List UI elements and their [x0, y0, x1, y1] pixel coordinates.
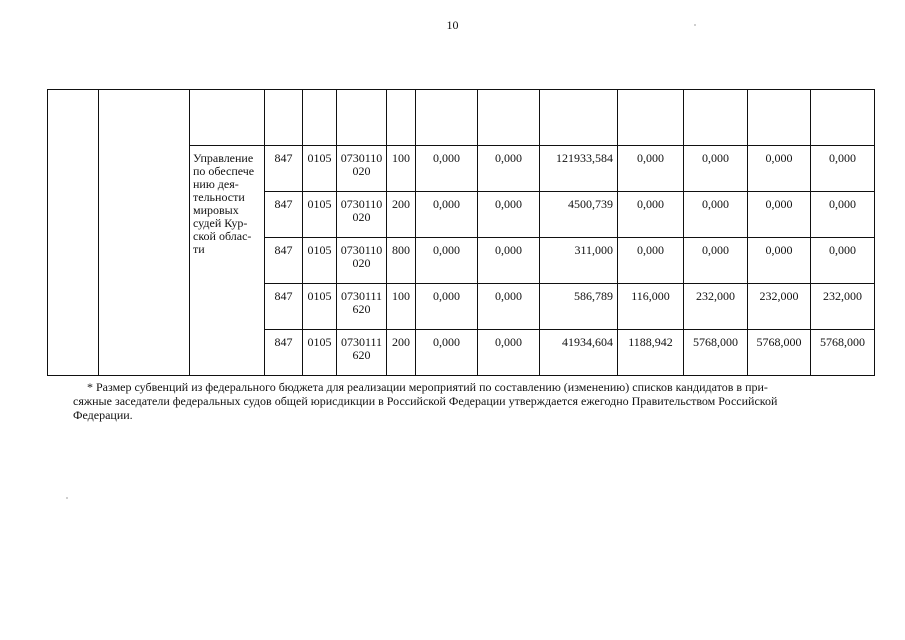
value-cell: 0,000 — [748, 192, 811, 238]
value-cell: 0,000 — [748, 238, 811, 284]
section-code-cell: 0105 — [303, 284, 337, 330]
department-name-cell — [190, 146, 265, 376]
value-cell: 0,000 — [416, 330, 478, 376]
value-cell: 0,000 — [811, 146, 875, 192]
value-cell: 0,000 — [684, 192, 748, 238]
value-cell: 0,000 — [684, 146, 748, 192]
value-cell: 0,000 — [416, 238, 478, 284]
value-cell: 116,000 — [618, 284, 684, 330]
value-cell: 0,000 — [684, 238, 748, 284]
ministry-code-cell: 847 — [265, 192, 303, 238]
expense-type-cell: 200 — [387, 192, 416, 238]
page-number: 10 — [446, 18, 459, 32]
footnote — [73, 380, 851, 422]
target-article-line1: 0730110 — [340, 243, 383, 257]
ministry-code-cell: 847 — [265, 146, 303, 192]
value-cell: 121933,584 — [540, 146, 618, 192]
value-cell: 4500,739 — [540, 192, 618, 238]
value-cell: 0,000 — [618, 146, 684, 192]
department-name-line: по обеспече — [193, 164, 255, 178]
target-article-line2: 020 — [352, 210, 371, 224]
department-name-line: нию дея- — [193, 177, 239, 191]
blank-header-cell — [337, 90, 387, 146]
department-name-line: мировых — [193, 203, 239, 217]
section-code-cell: 0105 — [303, 146, 337, 192]
value-cell: 5768,000 — [811, 330, 875, 376]
section-code-cell: 0105 — [303, 192, 337, 238]
ministry-code-cell: 847 — [265, 330, 303, 376]
department-name-line: ти — [193, 242, 205, 256]
department-name-line: судей Кур- — [193, 216, 248, 230]
value-cell: 41934,604 — [540, 330, 618, 376]
target-article-cell — [337, 192, 387, 238]
value-cell: 0,000 — [416, 284, 478, 330]
blank-cell-col1 — [48, 90, 99, 376]
target-article-line1: 0730110 — [340, 151, 383, 165]
value-cell: 232,000 — [748, 284, 811, 330]
value-cell: 586,789 — [540, 284, 618, 330]
value-cell: 0,000 — [478, 192, 540, 238]
expense-type-cell: 100 — [387, 146, 416, 192]
value-cell: 5768,000 — [748, 330, 811, 376]
target-article-line2: 620 — [352, 348, 371, 362]
value-cell: 311,000 — [540, 238, 618, 284]
target-article-line1: 0730111 — [340, 289, 383, 303]
blank-header-cell — [748, 90, 811, 146]
target-article-line1: 0730111 — [340, 335, 383, 349]
target-article-line2: 620 — [352, 302, 371, 316]
blank-header-cell — [190, 90, 265, 146]
department-name-line: ской облас- — [193, 229, 252, 243]
expense-type-cell: 100 — [387, 284, 416, 330]
value-cell: 1188,942 — [618, 330, 684, 376]
value-cell: 5768,000 — [684, 330, 748, 376]
blank-cell-col2 — [99, 90, 190, 376]
footnote-line: сяжные заседатели федеральных судов общей юрисдикции в Российской Федерации утверждается ежегодно Правительством Российской — [73, 394, 778, 408]
section-code-cell: 0105 — [303, 330, 337, 376]
target-article-cell — [337, 330, 387, 376]
value-cell: 0,000 — [478, 330, 540, 376]
target-article-cell — [337, 146, 387, 192]
blank-header-cell — [303, 90, 337, 146]
value-cell: 0,000 — [478, 284, 540, 330]
table-header-row — [48, 90, 875, 146]
target-article-cell — [337, 238, 387, 284]
blank-header-cell — [540, 90, 618, 146]
blank-header-cell — [478, 90, 540, 146]
blank-header-cell — [416, 90, 478, 146]
footnote-line: Федерации. — [73, 408, 133, 422]
blank-header-cell — [618, 90, 684, 146]
value-cell: 0,000 — [748, 146, 811, 192]
value-cell: 232,000 — [811, 284, 875, 330]
value-cell: 0,000 — [416, 146, 478, 192]
target-article-cell — [337, 284, 387, 330]
value-cell: 0,000 — [478, 146, 540, 192]
department-name-line: тельности — [193, 190, 245, 204]
value-cell: 0,000 — [618, 192, 684, 238]
value-cell: 0,000 — [811, 238, 875, 284]
ministry-code-cell: 847 — [265, 284, 303, 330]
value-cell: 232,000 — [684, 284, 748, 330]
scan-speck — [694, 24, 696, 26]
expense-type-cell: 200 — [387, 330, 416, 376]
ministry-code-cell: 847 — [265, 238, 303, 284]
blank-header-cell — [684, 90, 748, 146]
target-article-line1: 0730110 — [340, 197, 383, 211]
value-cell: 0,000 — [478, 238, 540, 284]
value-cell: 0,000 — [618, 238, 684, 284]
section-code-cell: 0105 — [303, 238, 337, 284]
department-name-line: Управление — [193, 151, 254, 165]
scan-speck — [66, 497, 68, 499]
blank-header-cell — [265, 90, 303, 146]
budget-table — [47, 89, 875, 376]
target-article-line2: 020 — [352, 164, 371, 178]
value-cell: 0,000 — [811, 192, 875, 238]
blank-header-cell — [387, 90, 416, 146]
expense-type-cell: 800 — [387, 238, 416, 284]
blank-header-cell — [811, 90, 875, 146]
value-cell: 0,000 — [416, 192, 478, 238]
footnote-line: * Размер субвенций из федерального бюджета для реализации мероприятий по составлению (изменению) списков кандидатов в при- — [87, 380, 768, 394]
target-article-line2: 020 — [352, 256, 371, 270]
